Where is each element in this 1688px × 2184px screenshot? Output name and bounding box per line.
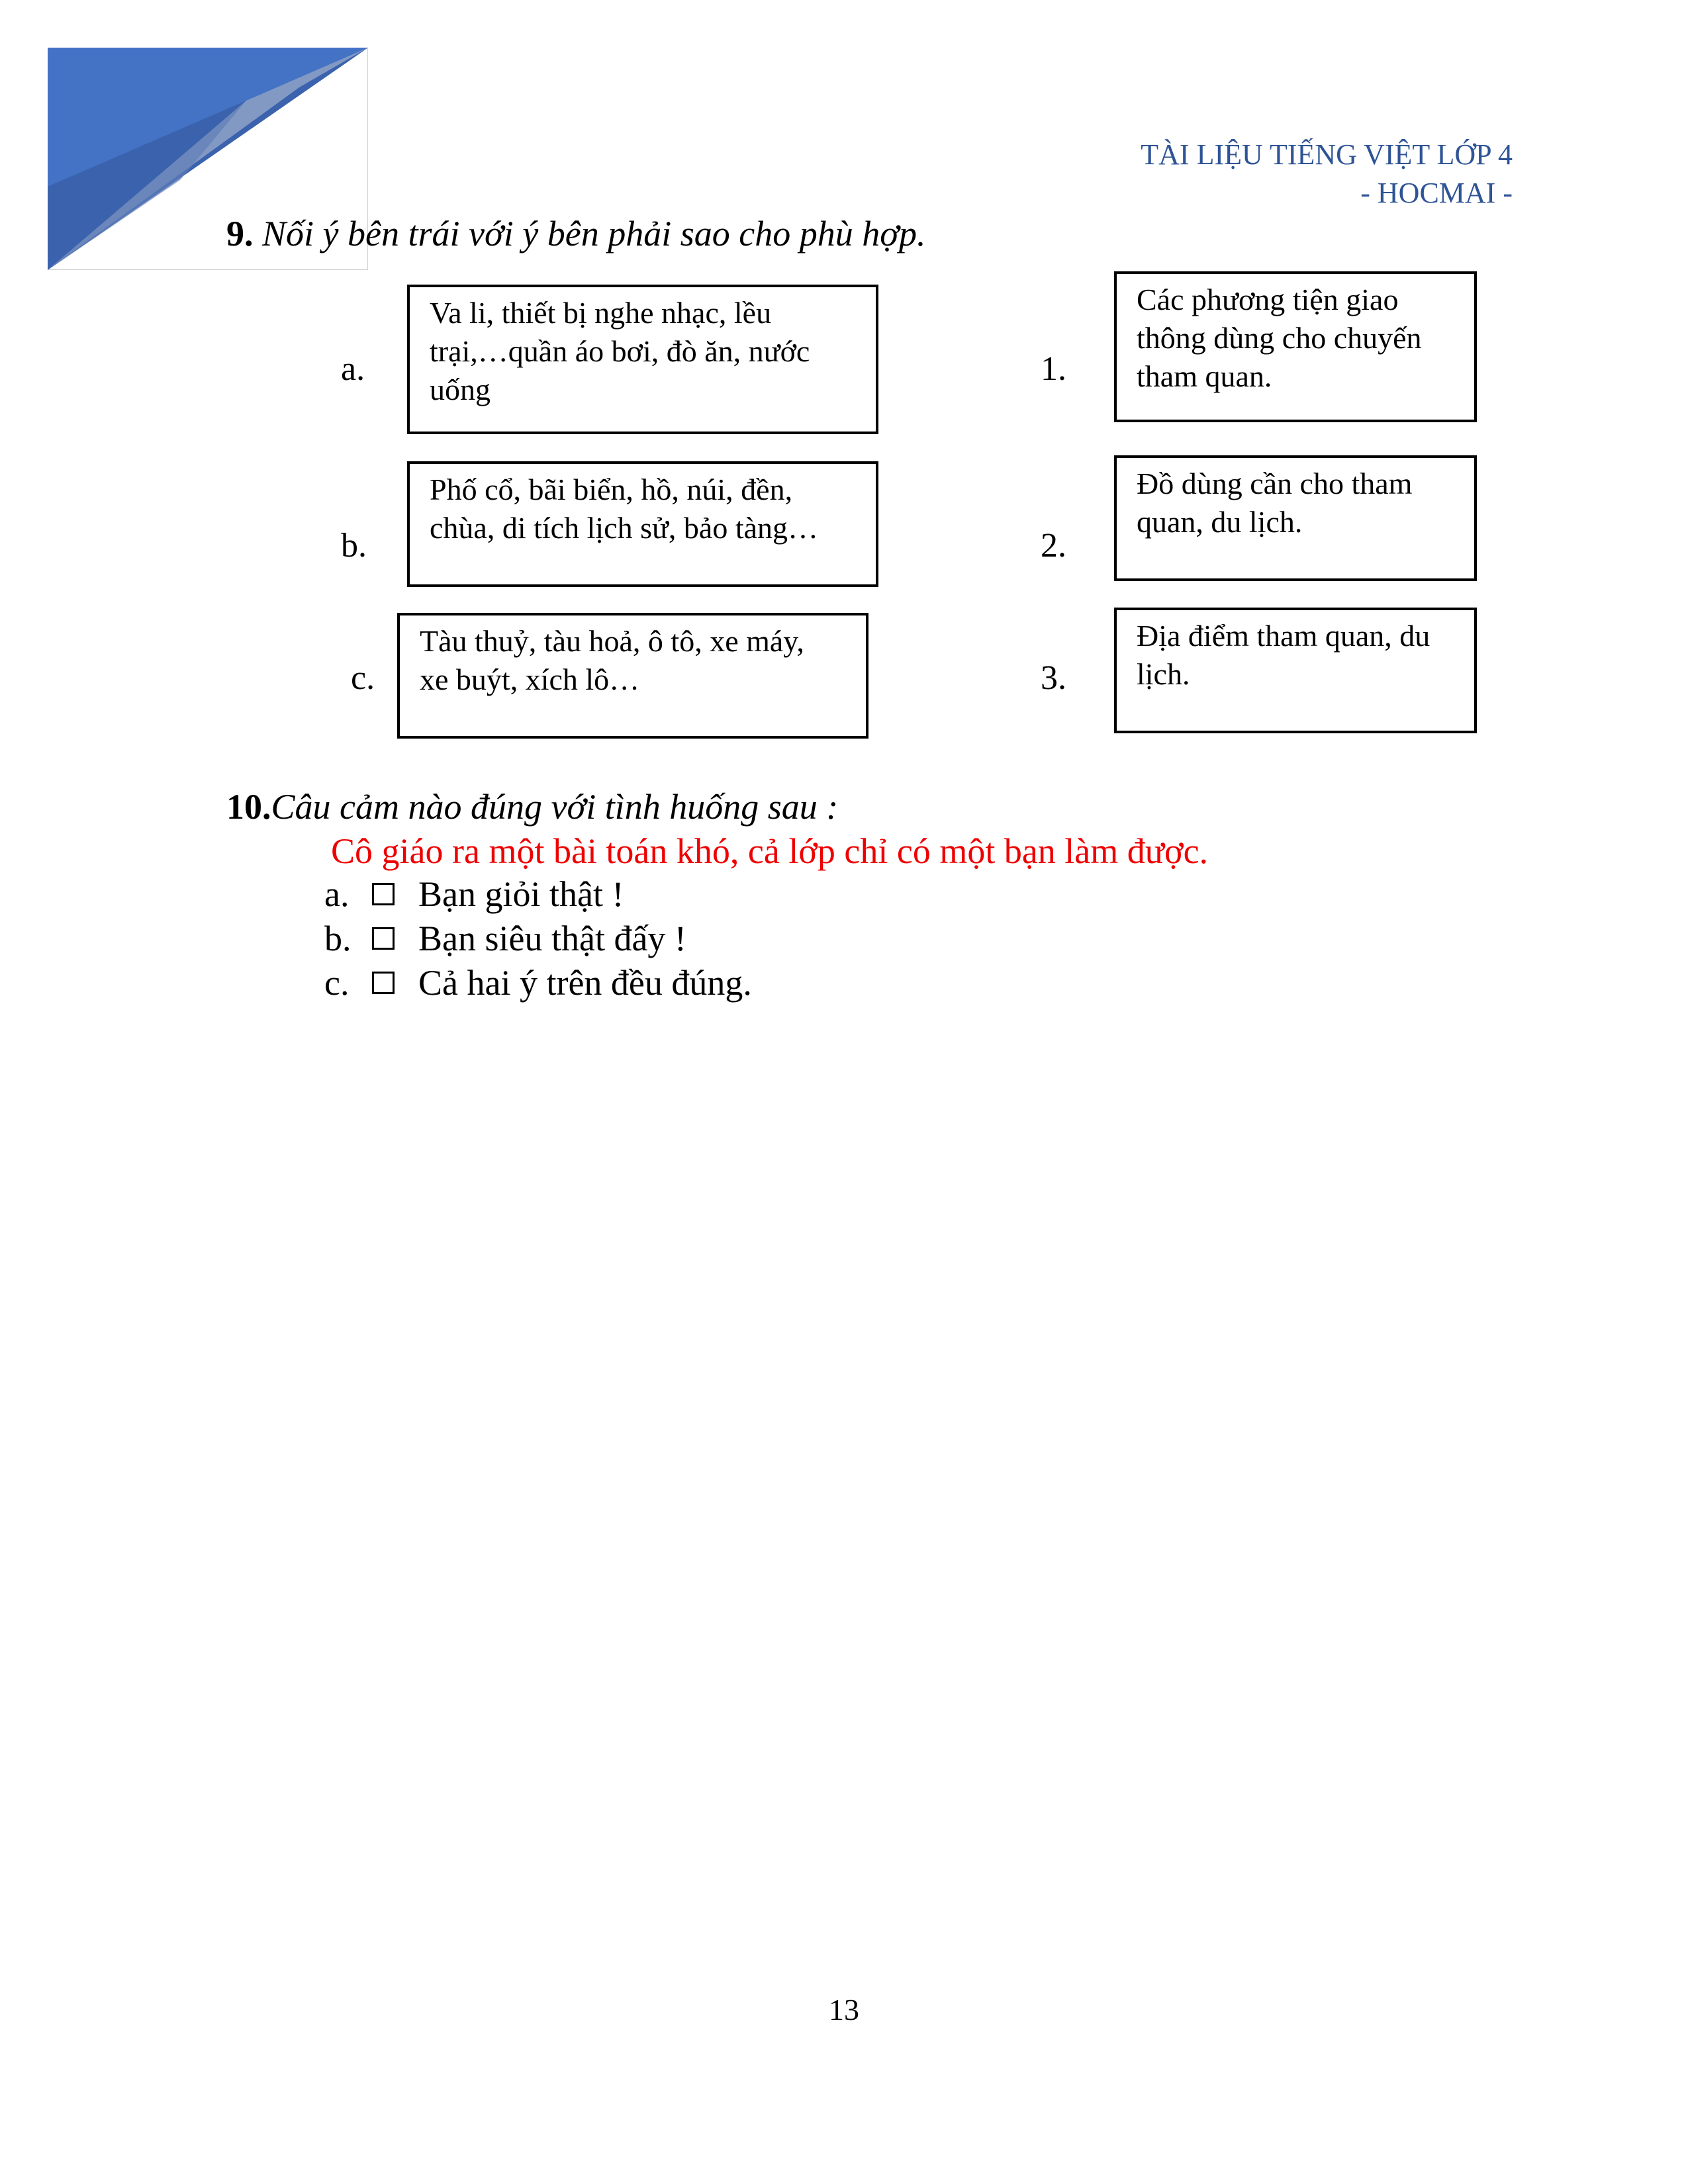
option-b[interactable] xyxy=(324,918,686,959)
option-b-letter: b. xyxy=(324,919,352,958)
left-item-c-line: Tàu thuỷ, tàu hoả, ô tô, xe máy, xyxy=(420,624,804,658)
left-item-box-b xyxy=(407,461,878,587)
question-9-number: 9. xyxy=(226,214,254,253)
right-item-1-line: Các phương tiện giao xyxy=(1137,283,1399,316)
right-item-box-1 xyxy=(1114,271,1477,422)
document-header xyxy=(1141,136,1513,212)
option-b-text: Bạn siêu thật đấy ! xyxy=(418,919,686,958)
question-9-title xyxy=(226,213,926,254)
right-item-label-1: 1. xyxy=(1041,350,1066,388)
option-c-letter: c. xyxy=(324,963,350,1003)
right-item-1-line: tham quan. xyxy=(1137,359,1272,393)
right-item-2-line: quan, du lịch. xyxy=(1137,505,1303,539)
option-b-checkbox[interactable] xyxy=(372,927,395,950)
left-item-b-line: chùa, di tích lịch sử, bảo tàng… xyxy=(430,511,819,545)
question-10-prompt: Câu cảm nào đúng với tình huống sau : xyxy=(271,787,839,827)
left-item-label-a: a. xyxy=(341,350,365,388)
question-9-prompt: Nối ý bên trái với ý bên phải sao cho phù hợp. xyxy=(262,214,926,253)
situation-text: Cô giáo ra một bài toán khó, cả lớp chỉ có một bạn làm được. xyxy=(331,831,1209,871)
left-item-label-b: b. xyxy=(341,527,367,565)
page-number: 13 xyxy=(829,1993,859,2026)
right-item-label-3: 3. xyxy=(1041,659,1066,697)
right-item-3-line: lịch. xyxy=(1137,657,1190,691)
right-item-box-2 xyxy=(1114,455,1477,581)
option-a-letter: a. xyxy=(324,874,350,914)
right-item-label-2: 2. xyxy=(1041,527,1066,565)
question-10-title xyxy=(226,786,838,827)
header-title: TÀI LIỆU TIẾNG VIỆT LỚP 4 xyxy=(1141,138,1513,171)
left-item-box-c xyxy=(397,613,868,739)
option-c-checkbox[interactable] xyxy=(372,972,395,994)
question-10-number: 10. xyxy=(226,787,271,827)
header-brand: - HOCMAI - xyxy=(1360,177,1513,209)
left-item-b-line: Phố cổ, bãi biển, hồ, núi, đền, xyxy=(430,473,793,506)
left-item-a-line: trại,…quần áo bơi, đò ăn, nước xyxy=(430,334,810,368)
right-item-3-line: Địa điểm tham quan, du xyxy=(1137,619,1430,653)
left-item-c-line: xe buýt, xích lô… xyxy=(420,662,640,696)
right-item-box-3 xyxy=(1114,608,1477,733)
option-a-text: Bạn giỏi thật ! xyxy=(418,874,624,914)
right-item-2-line: Đồ dùng cần cho tham xyxy=(1137,467,1413,500)
option-c[interactable] xyxy=(324,962,752,1003)
option-a-checkbox[interactable] xyxy=(372,883,395,905)
left-item-a-line: uống xyxy=(430,373,491,406)
left-item-box-a xyxy=(407,285,878,434)
option-a[interactable] xyxy=(324,874,624,915)
right-item-1-line: thông dùng cho chuyến xyxy=(1137,321,1422,355)
left-item-a-line: Va li, thiết bị nghe nhạc, lều xyxy=(430,296,772,330)
option-c-text: Cả hai ý trên đều đúng. xyxy=(418,963,752,1003)
left-item-label-c: c. xyxy=(351,659,375,697)
